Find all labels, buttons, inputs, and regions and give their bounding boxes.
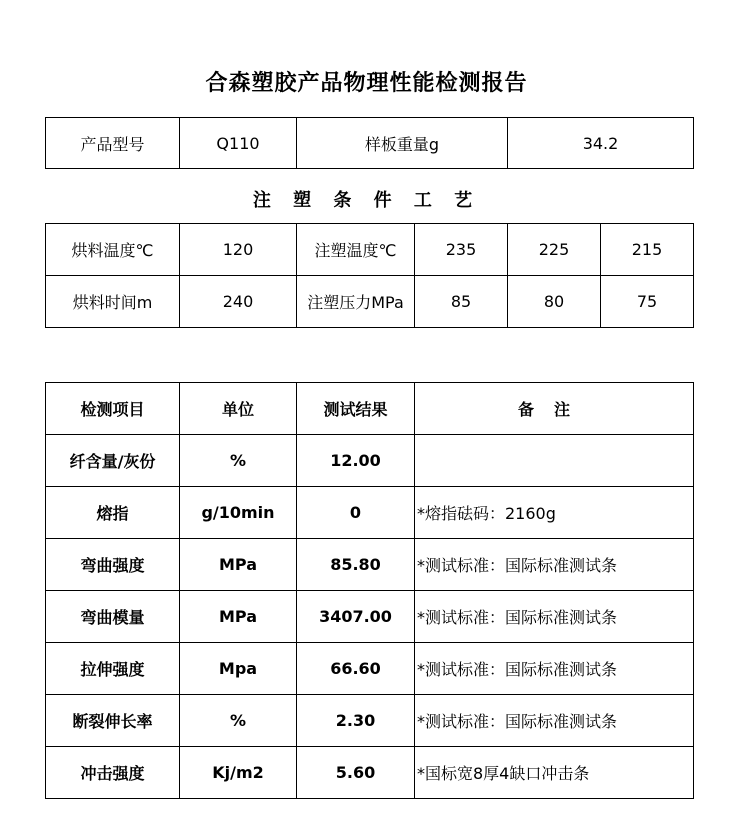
table-row (46, 747, 694, 799)
inject-pressure-3: 75 (601, 276, 694, 328)
result-cell: 0 (297, 487, 415, 539)
unit-cell: % (180, 695, 297, 747)
process-subtitle: 注 塑 条 件 工 艺 (252, 190, 481, 211)
item-cell: 断裂伸长率 (46, 695, 180, 747)
process-row (46, 276, 694, 328)
dry-time-label: 烘料时间m (46, 276, 180, 328)
item-cell: 冲击强度 (46, 747, 180, 799)
unit-cell: MPa (180, 539, 297, 591)
weight-value: 34.2 (508, 118, 694, 169)
table-row (46, 591, 694, 643)
result-cell: 85.80 (297, 539, 415, 591)
inject-temp-label: 注塑温度℃ (297, 224, 415, 276)
table-row (46, 539, 694, 591)
test-results-table (45, 382, 694, 799)
header-note: 备注 (415, 383, 694, 435)
inject-pressure-2: 80 (508, 276, 601, 328)
unit-cell: % (180, 435, 297, 487)
item-cell: 拉伸强度 (46, 643, 180, 695)
note-cell: *测试标准：国际标准测试条 (415, 591, 694, 643)
result-cell: 2.30 (297, 695, 415, 747)
unit-cell: Kj/m2 (180, 747, 297, 799)
results-header-row (46, 383, 694, 435)
report-title: 合森塑胶产品物理性能检测报告 (205, 71, 528, 96)
model-label: 产品型号 (46, 118, 180, 169)
table-row (46, 487, 694, 539)
item-cell: 纤含量/灰份 (46, 435, 180, 487)
table-row (46, 695, 694, 747)
header-item: 检测项目 (46, 383, 180, 435)
note-cell: *熔指砝码：2160g (415, 487, 694, 539)
item-cell: 熔指 (46, 487, 180, 539)
model-value: Q110 (180, 118, 297, 169)
result-cell: 12.00 (297, 435, 415, 487)
note-cell (415, 435, 694, 487)
result-cell: 3407.00 (297, 591, 415, 643)
product-info-table (45, 117, 694, 169)
process-conditions-table (45, 223, 694, 328)
product-info-row (46, 118, 694, 169)
unit-cell: g/10min (180, 487, 297, 539)
note-cell: *测试标准：国际标准测试条 (415, 539, 694, 591)
dry-temp-value: 120 (180, 224, 297, 276)
dry-temp-label: 烘料温度℃ (46, 224, 180, 276)
inject-temp-1: 235 (415, 224, 508, 276)
dry-time-value: 240 (180, 276, 297, 328)
result-cell: 5.60 (297, 747, 415, 799)
table-row (46, 435, 694, 487)
process-row (46, 224, 694, 276)
item-cell: 弯曲模量 (46, 591, 180, 643)
item-cell: 弯曲强度 (46, 539, 180, 591)
inject-temp-2: 225 (508, 224, 601, 276)
unit-cell: MPa (180, 591, 297, 643)
result-cell: 66.60 (297, 643, 415, 695)
note-cell: *测试标准：国际标准测试条 (415, 643, 694, 695)
inject-pressure-label: 注塑压力MPa (297, 276, 415, 328)
note-cell: *国标宽8厚4缺口冲击条 (415, 747, 694, 799)
weight-label: 样板重量g (297, 118, 508, 169)
inject-pressure-1: 85 (415, 276, 508, 328)
header-result: 测试结果 (297, 383, 415, 435)
header-unit: 单位 (180, 383, 297, 435)
inject-temp-3: 215 (601, 224, 694, 276)
unit-cell: Mpa (180, 643, 297, 695)
note-cell: *测试标准：国际标准测试条 (415, 695, 694, 747)
table-row (46, 643, 694, 695)
